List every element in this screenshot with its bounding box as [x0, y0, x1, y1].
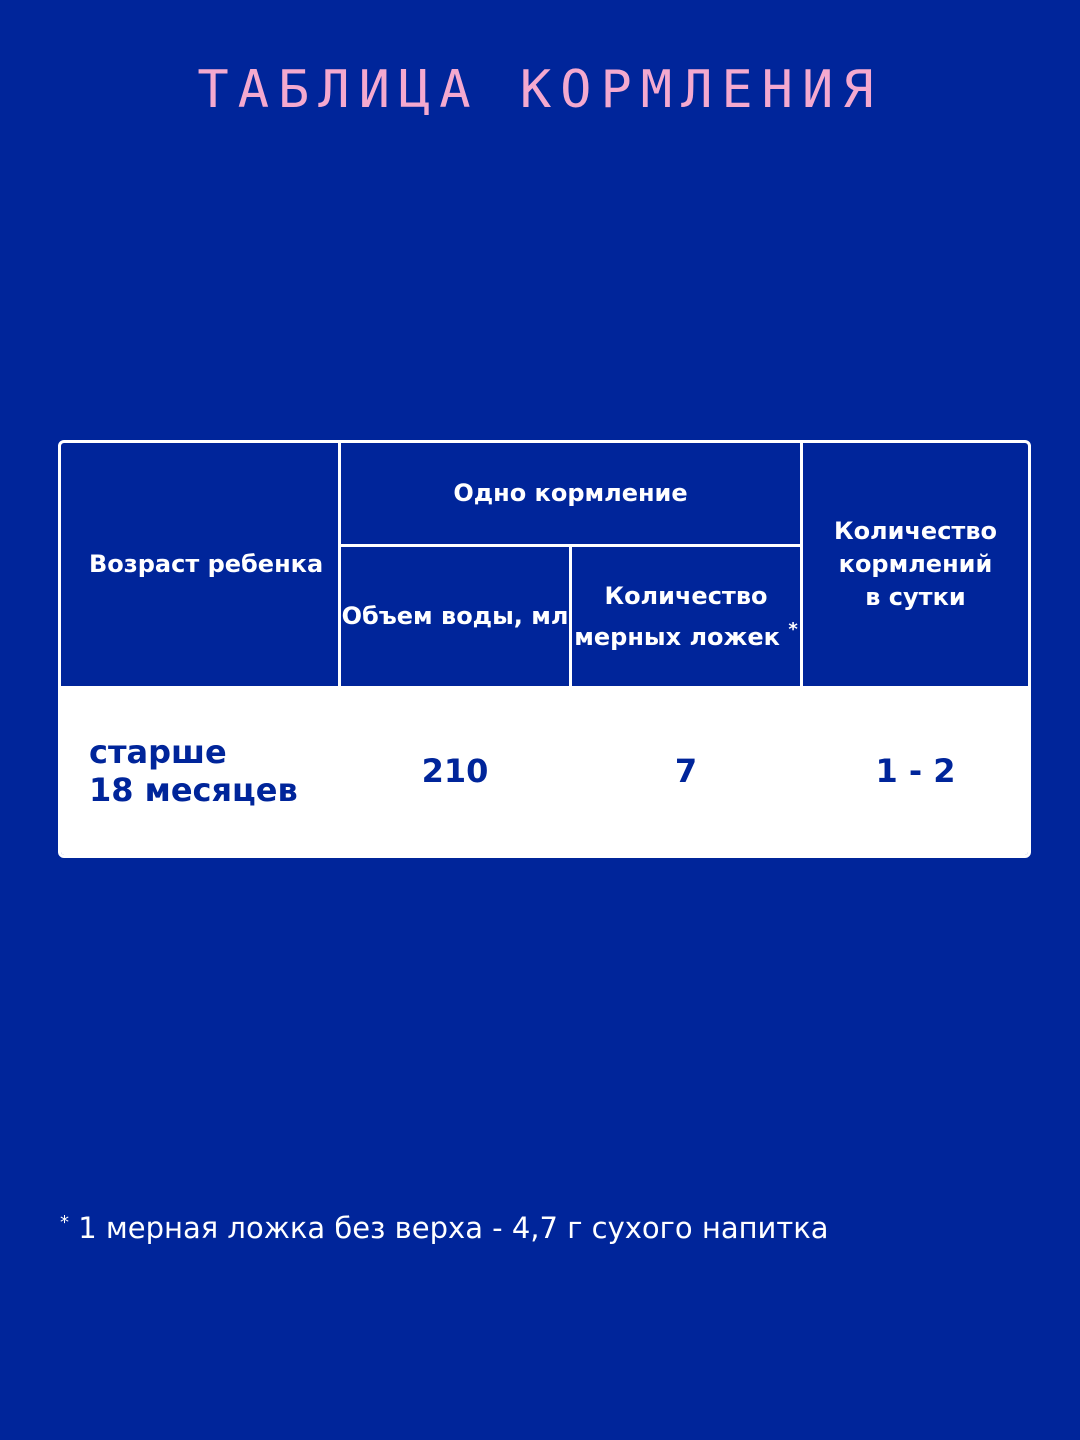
- row-age-line2: 18 месяцев: [89, 770, 298, 809]
- divider-under-one-feeding: [338, 544, 803, 547]
- divider-after-age: [338, 443, 341, 686]
- header-spoons-line1: Количество: [604, 581, 768, 610]
- row-spoons: [572, 686, 800, 855]
- header-age-label: Возраст ребенка: [89, 550, 324, 578]
- header-spoons: [572, 547, 800, 686]
- footnote: [60, 1204, 829, 1247]
- row-spoons-value: 7: [674, 751, 698, 790]
- header-age: [61, 443, 338, 686]
- header-spoons-mark: *: [788, 618, 798, 640]
- row-per-day-value: 1 - 2: [875, 751, 956, 790]
- row-water-value: 210: [421, 751, 489, 790]
- row-age: [89, 686, 338, 855]
- row-age-line1: старше: [89, 732, 227, 771]
- feeding-table: [58, 440, 1031, 858]
- header-per-day-line2: кормлений: [838, 550, 993, 578]
- divider-after-spoons: [800, 443, 803, 686]
- header-one-feeding-label: Одно кормление: [453, 479, 688, 507]
- row-per-day: [803, 686, 1028, 855]
- header-water-volume-label: Объем воды, мл: [341, 602, 569, 630]
- header-per-day: [803, 443, 1028, 686]
- row-water: [341, 686, 569, 855]
- footnote-text: 1 мерная ложка без верха - 4,7 г сухого напитка: [78, 1211, 829, 1245]
- header-one-feeding: [341, 443, 800, 544]
- page-title: ТАБЛИЦА КОРМЛЕНИЯ: [197, 60, 883, 120]
- header-spoons-line2: мерных ложек: [574, 622, 780, 651]
- footnote-mark: *: [60, 1212, 69, 1233]
- divider-after-water: [569, 544, 572, 686]
- header-water-volume: [341, 547, 569, 686]
- header-per-day-line3: в сутки: [865, 583, 966, 611]
- header-per-day-line1: Количество: [833, 517, 998, 545]
